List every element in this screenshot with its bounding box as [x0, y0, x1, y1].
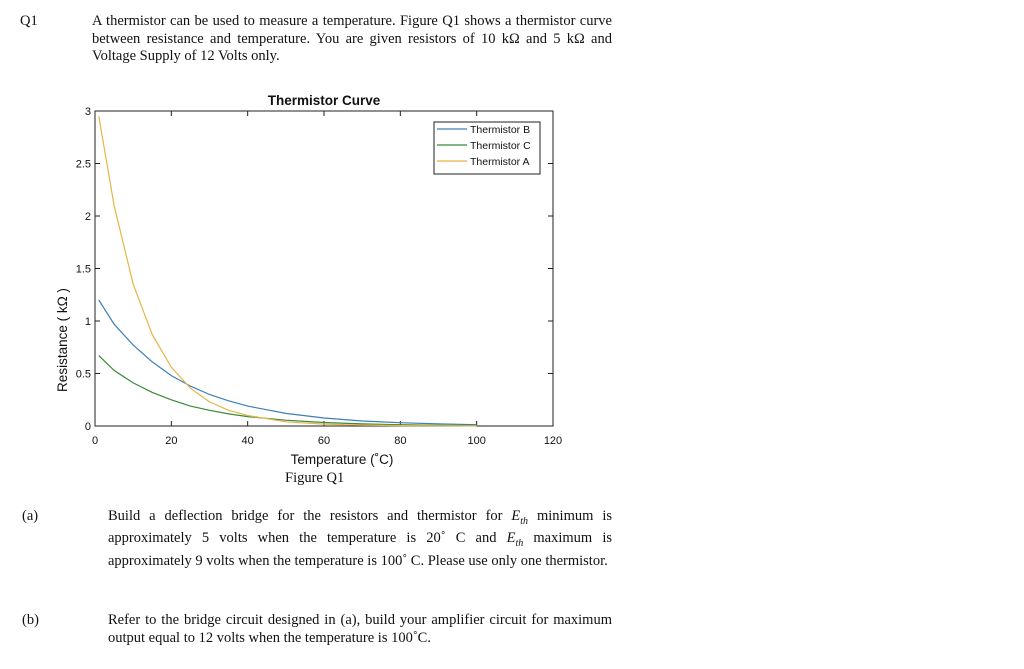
y-tick-label: 0.5: [75, 368, 91, 381]
x-tick-label: 80: [394, 435, 407, 447]
chart-title: Thermistor Curve: [267, 93, 381, 108]
part-a-label: (a): [22, 508, 39, 524]
part-b-label: (b): [22, 612, 39, 628]
x-tick-label: 0: [91, 435, 99, 447]
part-a-text: Build a deflection bridge for the resistors and thermistor for $E_{th}$ minimum is approximately 5 volts when the temperature is 20˚ C and $E_{th}$ maximum is approximately 9 volts when the temperature is 100˚ C. Please use only one thermistor.: [108, 508, 612, 569]
y-axis-label: Resistance ( kΩ ): [55, 288, 70, 392]
y-tick-label: 0: [84, 421, 91, 433]
x-tick-label: 20: [165, 435, 178, 447]
thermistor-chart: [0, 85, 620, 470]
series-line-2: [99, 356, 477, 426]
y-tick-label: 3: [84, 106, 91, 118]
question-intro: A thermistor can be used to measure a temperature. Figure Q1 shows a thermistor curve between resistance and temperature. You are given resistors of 10 kΩ and 5 kΩ and Voltage Supply of 12 Volts only.: [92, 13, 612, 64]
x-axis-label: Temperature (˚C): [290, 452, 394, 467]
question-number: Q1: [20, 13, 38, 29]
y-tick-label: 1: [84, 316, 91, 328]
x-tick-label: 60: [317, 435, 331, 447]
y-tick-label: 2: [84, 211, 91, 223]
x-tick-label: 40: [241, 435, 254, 447]
series-line-3: [99, 116, 477, 426]
x-tick-label: 100: [467, 435, 486, 447]
x-tick-label: 120: [543, 435, 563, 447]
y-tick-label: 1.5: [75, 263, 91, 276]
legend-label: Thermistor C: [470, 140, 531, 152]
legend-label: Thermistor A: [470, 156, 530, 168]
figure-caption: Figure Q1: [285, 470, 345, 486]
part-b-text: Refer to the bridge circuit designed in (a), build your amplifier circuit for maximum output equal to 12 volts when the temperature is 100˚C.: [108, 612, 612, 646]
series-line-1: [99, 300, 477, 425]
y-tick-label: 2.5: [75, 158, 91, 171]
legend-label: Thermistor B: [470, 124, 531, 136]
